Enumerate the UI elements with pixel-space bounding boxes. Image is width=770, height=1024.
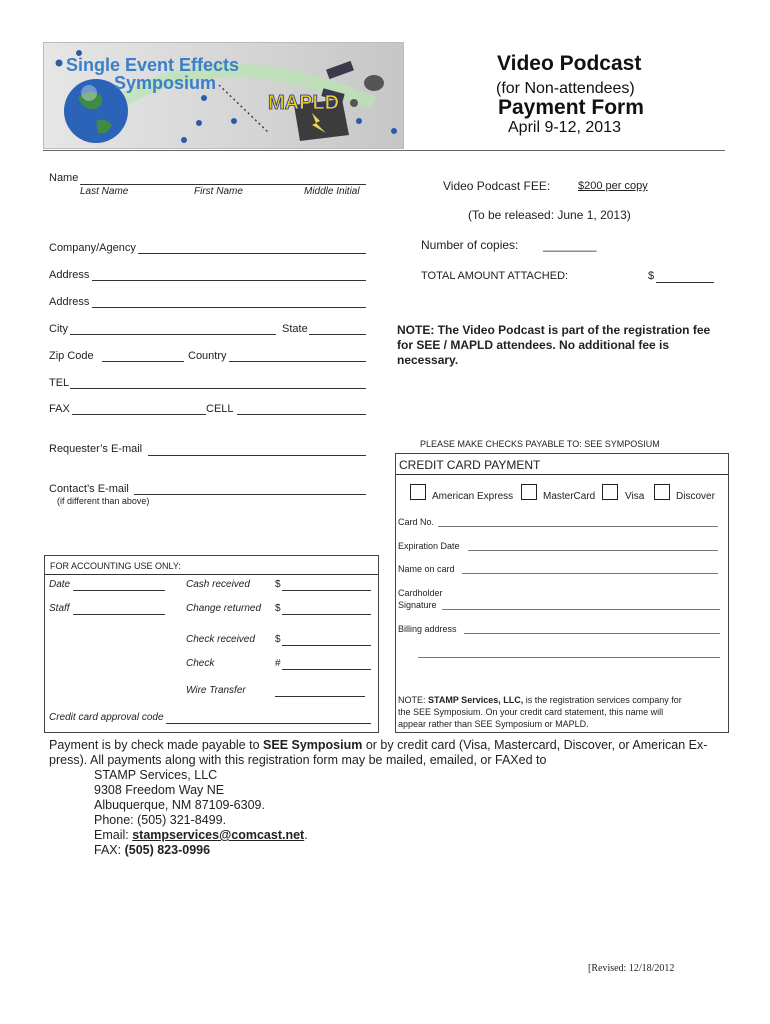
- acct-date-label: Date: [49, 579, 71, 590]
- acct-approval-code-label: Credit card approval code: [49, 712, 164, 723]
- acct-change-dollar: $: [275, 603, 281, 614]
- fax-label: FAX: [49, 403, 70, 415]
- payment-address-block: [49, 768, 707, 858]
- acct-check-field[interactable]: [282, 669, 371, 670]
- mastercard-label: MasterCard: [543, 491, 596, 502]
- credit-card-note-prefix: NOTE:: [398, 695, 429, 705]
- middle-initial-caption: Middle Initial: [304, 186, 360, 197]
- acct-check-received-label: Check received: [186, 634, 255, 645]
- credit-card-title: CREDIT CARD PAYMENT: [399, 458, 541, 472]
- mapld-logo: MAPLD: [268, 92, 340, 114]
- billing-address-label: Billing address: [398, 624, 457, 634]
- copies-label: Number of copies:: [421, 238, 519, 252]
- copies-field[interactable]: ________: [543, 238, 597, 252]
- zip-field[interactable]: [102, 361, 184, 362]
- acct-check-received-dollar: $: [275, 634, 281, 645]
- payment-phone: Phone: (505) 321-8499.: [94, 813, 227, 827]
- cell-field[interactable]: [237, 414, 366, 415]
- payment-line1-post: or by credit card (Visa, Mastercard, Discover, or American Ex-: [362, 738, 708, 752]
- expiration-field[interactable]: [468, 550, 718, 551]
- fax-field[interactable]: [72, 414, 206, 415]
- address2-label: Address: [49, 296, 90, 308]
- name-field[interactable]: [80, 184, 366, 185]
- cell-label: CELL: [206, 403, 234, 415]
- mastercard-checkbox[interactable]: [521, 484, 537, 500]
- payment-company: STAMP Services, LLC: [94, 768, 218, 782]
- checks-payable: PLEASE MAKE CHECKS PAYABLE TO: SEE SYMPOSIUM: [420, 439, 660, 449]
- country-label: Country: [188, 350, 227, 362]
- fee-label: Video Podcast FEE:: [443, 179, 551, 193]
- page-title: Video Podcast: [497, 52, 642, 75]
- attendee-note: NOTE: The Video Podcast is part of the registration fee for SEE / MAPLD attendees. No additional fee is necessary.: [397, 323, 711, 367]
- name-on-card-field[interactable]: [462, 573, 718, 574]
- payment-payee: SEE Symposium: [263, 738, 363, 752]
- address2-field[interactable]: [92, 307, 366, 308]
- name-label: Name: [49, 172, 79, 184]
- city-field[interactable]: [70, 334, 276, 335]
- payment-line2: press). All payments along with this registration form may be mailed, emailed, or FAXed to: [49, 753, 547, 767]
- revised-date: [Revised: 12/18/2012: [588, 963, 675, 974]
- acct-cash-received-label: Cash received: [186, 579, 250, 590]
- state-field[interactable]: [309, 334, 366, 335]
- payment-fax-row: [94, 843, 707, 858]
- company-field[interactable]: [138, 253, 366, 254]
- zip-label: Zip Code: [49, 350, 94, 362]
- acct-cash-field[interactable]: [282, 590, 371, 591]
- payment-city: Albuquerque, NM 87109-6309.: [94, 798, 265, 812]
- last-name-caption: Last Name: [80, 186, 129, 197]
- contact-email-note: (if different than above): [57, 496, 150, 506]
- banner-title-line1: Single Event Effects: [66, 55, 240, 75]
- symposium-banner: [43, 42, 404, 149]
- tel-field[interactable]: [70, 388, 366, 389]
- acct-wire-transfer-field[interactable]: [275, 696, 365, 697]
- total-label: TOTAL AMOUNT ATTACHED:: [421, 270, 569, 282]
- payment-email-label: Email:: [94, 828, 133, 842]
- credit-card-title-divider: [396, 474, 728, 475]
- acct-cash-dollar: $: [275, 579, 281, 590]
- card-number-field[interactable]: [438, 526, 718, 527]
- billing-address-field-1[interactable]: [464, 633, 720, 634]
- state-label: State: [282, 323, 308, 335]
- header-divider: [43, 150, 725, 151]
- form-title: Payment Form: [498, 96, 644, 119]
- address1-field[interactable]: [92, 280, 366, 281]
- event-dates: April 9-12, 2013: [508, 119, 621, 136]
- credit-card-note-company: STAMP Services, LLC,: [428, 695, 524, 705]
- acct-staff-label: Staff: [49, 603, 70, 614]
- credit-card-note-line1-rest: is the registration services company for: [523, 695, 682, 705]
- country-field[interactable]: [229, 361, 366, 362]
- payment-line1-pre: Payment is by check made payable to: [49, 738, 264, 752]
- payment-email-row: Email: stampservices@comcast.net.: [94, 828, 308, 842]
- credit-card-note: [398, 694, 682, 730]
- contact-email-label: Contact’s E-mail: [49, 483, 129, 495]
- amex-checkbox[interactable]: [410, 484, 426, 500]
- visa-checkbox[interactable]: [602, 484, 618, 500]
- payment-street: 9308 Freedom Way NE: [94, 783, 225, 797]
- acct-date-field[interactable]: [73, 590, 165, 591]
- payment-instructions: [49, 738, 707, 858]
- accounting-title: FOR ACCOUNTING USE ONLY:: [50, 561, 181, 571]
- banner-title-line2: Symposium: [114, 73, 217, 93]
- name-on-card-label: Name on card: [398, 564, 455, 574]
- contact-email-field[interactable]: [134, 494, 366, 495]
- banner-artwork: [44, 43, 403, 148]
- credit-card-note-line2: the SEE Symposium. On your credit card statement, this name will: [398, 707, 664, 717]
- payment-fax-label: FAX:: [94, 843, 125, 857]
- company-label: Company/Agency: [49, 242, 136, 254]
- fee-value: $200 per copy: [578, 180, 648, 192]
- payment-email-link[interactable]: stampservices@comcast.net: [132, 828, 305, 842]
- credit-card-note-line3: appear rather than SEE Symposium or MAPLD.: [398, 719, 589, 729]
- credit-card-box: [395, 453, 729, 733]
- acct-check-label: Check: [186, 658, 215, 669]
- first-name-caption: First Name: [194, 186, 243, 197]
- tel-label: TEL: [49, 377, 70, 389]
- signature-label: Signature: [398, 600, 437, 610]
- card-number-label: Card No.: [398, 517, 435, 527]
- visa-label: Visa: [625, 491, 645, 502]
- payment-fax: (505) 823-0996: [124, 843, 211, 857]
- cardholder-label: Cardholder: [398, 588, 443, 598]
- address1-label: Address: [49, 269, 90, 281]
- discover-checkbox[interactable]: [654, 484, 670, 500]
- billing-address-field-2[interactable]: [418, 657, 720, 658]
- accounting-box: [44, 555, 379, 733]
- requester-email-label: Requester’s E-mail: [49, 443, 143, 455]
- acct-approval-code-field[interactable]: [166, 723, 371, 724]
- page-subtitle: (for Non-attendees): [496, 80, 635, 97]
- signature-field[interactable]: [442, 609, 720, 610]
- acct-change-field[interactable]: [282, 614, 371, 615]
- acct-wire-transfer-label: Wire Transfer: [186, 685, 246, 696]
- discover-label: Discover: [676, 491, 715, 502]
- requester-email-field[interactable]: [148, 455, 366, 456]
- acct-check-hash: #: [275, 658, 281, 669]
- acct-check-received-field[interactable]: [282, 645, 371, 646]
- amex-label: American Express: [432, 491, 514, 502]
- total-dollar: $: [648, 270, 655, 282]
- total-field[interactable]: [656, 282, 714, 283]
- release-date: (To be released: June 1, 2013): [468, 208, 631, 222]
- expiration-label: Expiration Date: [398, 541, 460, 551]
- payment-line1: [49, 738, 707, 753]
- city-label: City: [49, 323, 68, 335]
- acct-staff-field[interactable]: [73, 614, 165, 615]
- acct-change-returned-label: Change returned: [186, 603, 262, 614]
- accounting-title-divider: [45, 574, 378, 575]
